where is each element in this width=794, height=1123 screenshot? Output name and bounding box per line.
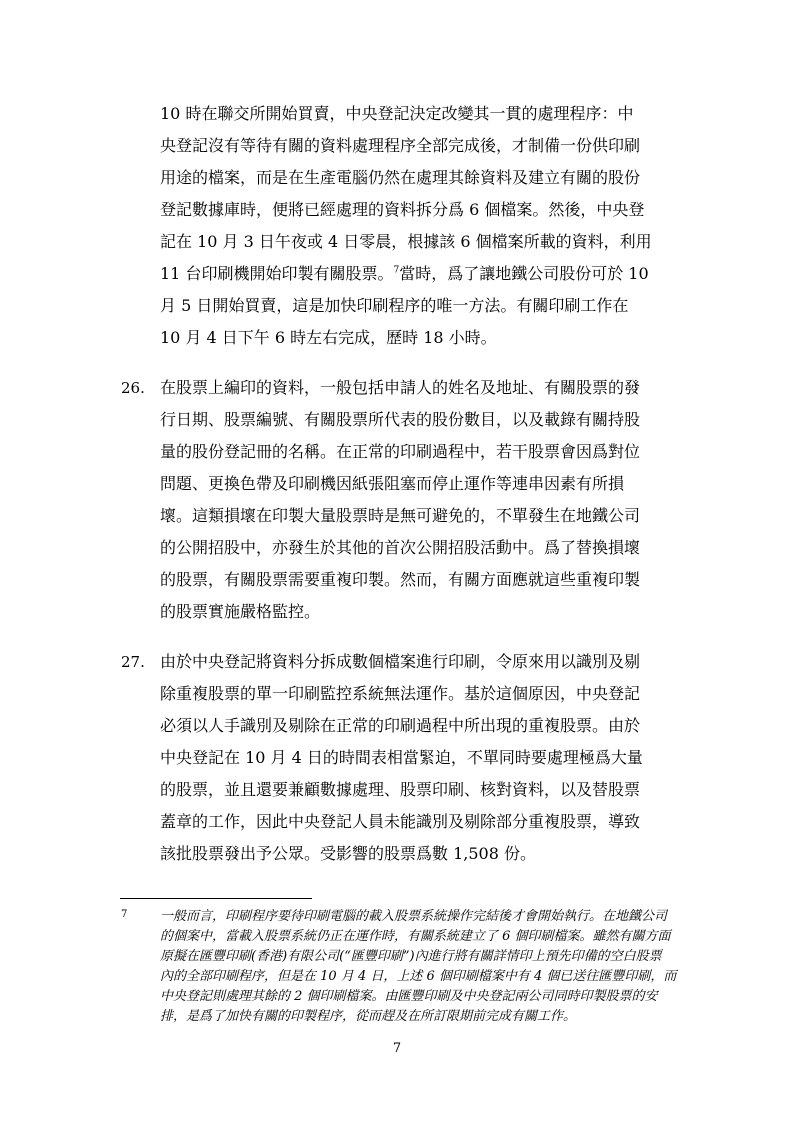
paragraph-number: 26. (121, 379, 145, 397)
para-cont-line: 央登記沒有等待有關的資料處理程序全部完成後，才制備一份供印刷 (160, 136, 641, 155)
para27-line: 該批股票發出予公眾。受影響的股票爲數 1,508 份。 (160, 844, 536, 863)
para-cont-line-with-footnote (160, 264, 649, 284)
para-cont-line-rest: 當時，爲了讓地鐵公司股份可於 10 (399, 264, 649, 283)
footnote-line: 的個案中，當載入股票系統仍正在運作時，有關系統建立了 6 個印刷檔案。雖然有關方面 (160, 929, 671, 944)
para26-line: 的股票，有關股票需要重複印製。然而，有關方面應就這些重複印製 (160, 570, 641, 589)
para27-line: 的股票，並且還要兼顧數據處理、股票印刷、核對資料，以及替股票 (160, 780, 641, 799)
para26-line: 量的股份登記冊的名稱。在正常的印刷過程中，若干股票會因爲對位 (160, 442, 641, 461)
para27-line: 必須以人手識別及剔除在正常的印刷過程中所出現的重複股票。由於 (160, 716, 641, 735)
para-cont-line: 記在 10 月 3 日午夜或 4 日零晨，根據該 6 個檔案所載的資料，利用 (160, 232, 652, 251)
footnote-line: 排，是爲了加快有關的印製程序，從而趕及在所訂限期前完成有關工作。 (160, 1009, 577, 1024)
footnote-line: 原擬在匯豐印刷(香港)有限公司(“匯豐印刷”)內進行將有關詳情印上預先印備的空白股票 (160, 949, 662, 964)
footnote-line: 中央登記則處理其餘的 2 個印刷檔案。由匯豐印刷及中央登記兩公司同時印製股票的安 (160, 989, 658, 1004)
para26-line: 在股票上編印的資料，一般包括申請人的姓名及地址、有關股票的發 (160, 378, 641, 397)
paragraph-number: 27. (121, 653, 145, 671)
para27-line: 蓋章的工作，因此中央登記人員未能識別及剔除部分重複股票，導致 (160, 812, 641, 831)
para-cont-line: 用途的檔案，而是在生產電腦仍然在處理其餘資料及建立有關的股份 (160, 168, 641, 187)
para-cont-line: 登記數據庫時，便將已經處理的資料拆分爲 6 個檔案。然後，中央登 (160, 200, 645, 219)
footnote-line: 內的全部印刷程序，但是在 10 月 4 日，上述 6 個印刷檔案中有 4 個已送往匯豐印刷，而 (160, 969, 677, 984)
para-cont-line: 10 月 4 日下午 6 時左右完成，歷時 18 小時。 (160, 328, 497, 347)
para26-line: 壞。這類損壞在印製大量股票時是無可避免的，不單發生在地鐵公司 (160, 506, 641, 525)
para-cont-line: 11 台印刷機開始印製有關股票。 (160, 264, 394, 283)
para26-line: 問題、更換色帶及印刷機因紙張阻塞而停止運作等連串因素有所損 (160, 474, 625, 493)
para26-line: 的股票實施嚴格監控。 (160, 602, 321, 621)
page-number: 7 (392, 1041, 402, 1056)
para27-line: 由於中央登記將資料分拆成數個檔案進行印刷，令原來用以識別及剔 (160, 652, 641, 671)
para27-line: 中央登記在 10 月 4 日的時間表相當緊迫，不單同時要處理極爲大量 (160, 748, 643, 767)
para26-line: 行日期、股票編號、有關股票所代表的股份數目，以及載錄有關持股 (160, 410, 641, 429)
para-cont-line: 10 時在聯交所開始買賣，中央登記決定改變其一貫的處理程序：中 (160, 104, 634, 123)
para27-line: 除重複股票的單一印刷監控系統無法運作。基於這個原因，中央登記 (160, 684, 641, 703)
footnote-reference: 7 (393, 265, 400, 276)
para-cont-line: 月 5 日開始買賣，這是加快印刷程序的唯一方法。有關印刷工作在 (160, 296, 629, 315)
footnote-separator (120, 898, 312, 899)
footnote-line: 一般而言，印刷程序要待印刷電腦的載入股票系統操作完結後才會開始執行。在地鐵公司 (160, 909, 668, 924)
para26-line: 的公開招股中，亦發生於其他的首次公開招股活動中。爲了替換損壞 (160, 538, 641, 557)
footnote-marker: 7 (121, 909, 128, 920)
